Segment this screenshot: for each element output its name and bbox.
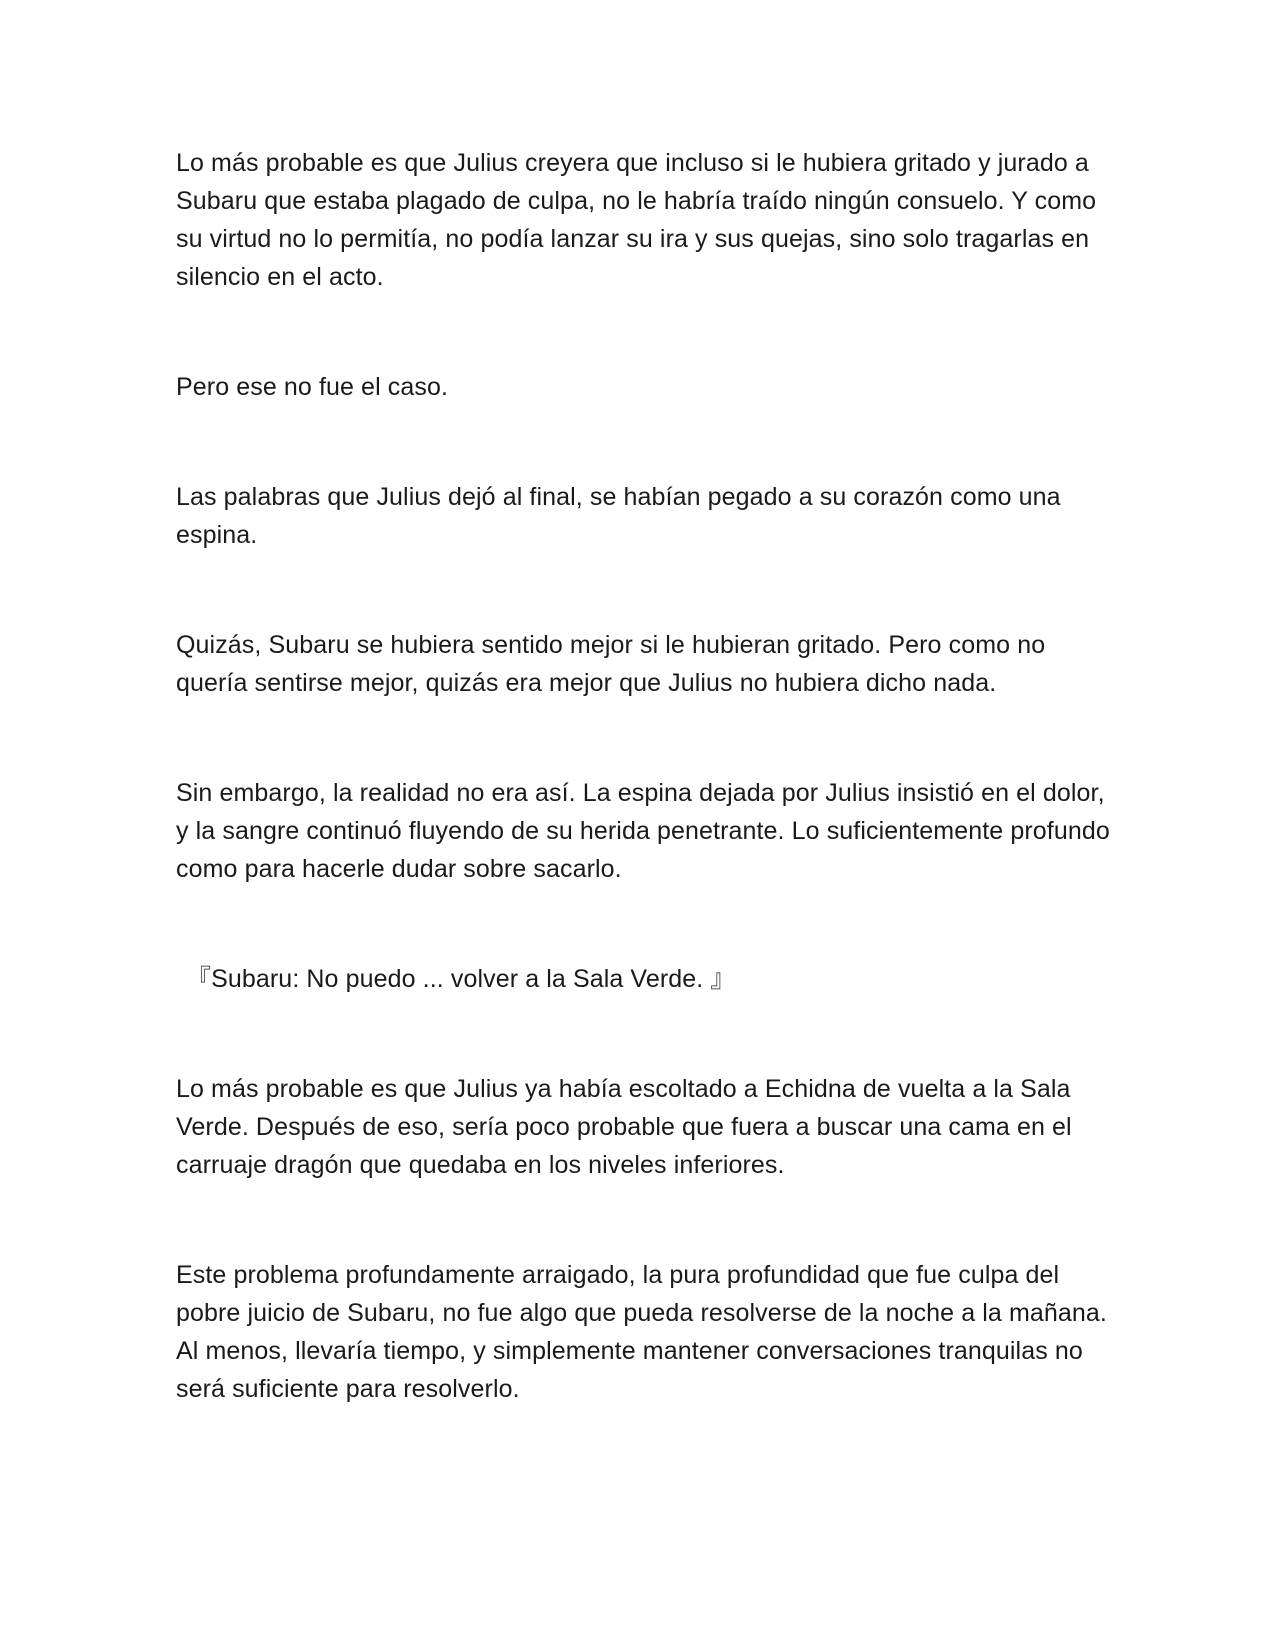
paragraph-1: Lo más probable es que Julius creyera que incluso si le hubiera gritado y jurado a Subaru que estaba plagado de culpa, no le habría traído ningún consuelo. Y como su virtud no lo permitía, no podía lanzar su ira y sus quejas, sino solo tragarlas en silencio en el acto. xyxy=(176,149,1097,291)
dialogue-line: 『Subaru: No puedo ... volver a la Sala Verde. 』 xyxy=(186,965,736,993)
paragraph-7: Lo más probable es que Julius ya había escoltado a Echidna de vuelta a la Sala Verde. Después de eso, sería poco probable que fuera a buscar una cama en el carruaje dragón que quedaba en los niveles inferiores. xyxy=(176,1075,1072,1179)
document-body xyxy=(176,144,1111,1480)
paragraph-8: Este problema profundamente arraigado, la pura profundidad que fue culpa del pobre juicio de Subaru, no fue algo que pueda resolverse de la noche a la mañana. Al menos, llevaría tiempo, y simplemente mantener conversaciones tranquilas no será suficiente para resolverlo. xyxy=(176,1261,1107,1403)
paragraph-2: Pero ese no fue el caso. xyxy=(176,373,449,401)
paragraph-4: Quizás, Subaru se hubiera sentido mejor si le hubieran gritado. Pero como no quería sentirse mejor, quizás era mejor que Julius no hubiera dicho nada. xyxy=(176,631,1046,697)
paragraph-5: Sin embargo, la realidad no era así. La espina dejada por Julius insistió en el dolor, y la sangre continuó fluyendo de su herida penetrante. Lo suficientemente profundo como para hacerle dudar sobre sacarlo. xyxy=(176,779,1110,883)
paragraph-3: Las palabras que Julius dejó al final, se habían pegado a su corazón como una espina. xyxy=(176,483,1061,549)
